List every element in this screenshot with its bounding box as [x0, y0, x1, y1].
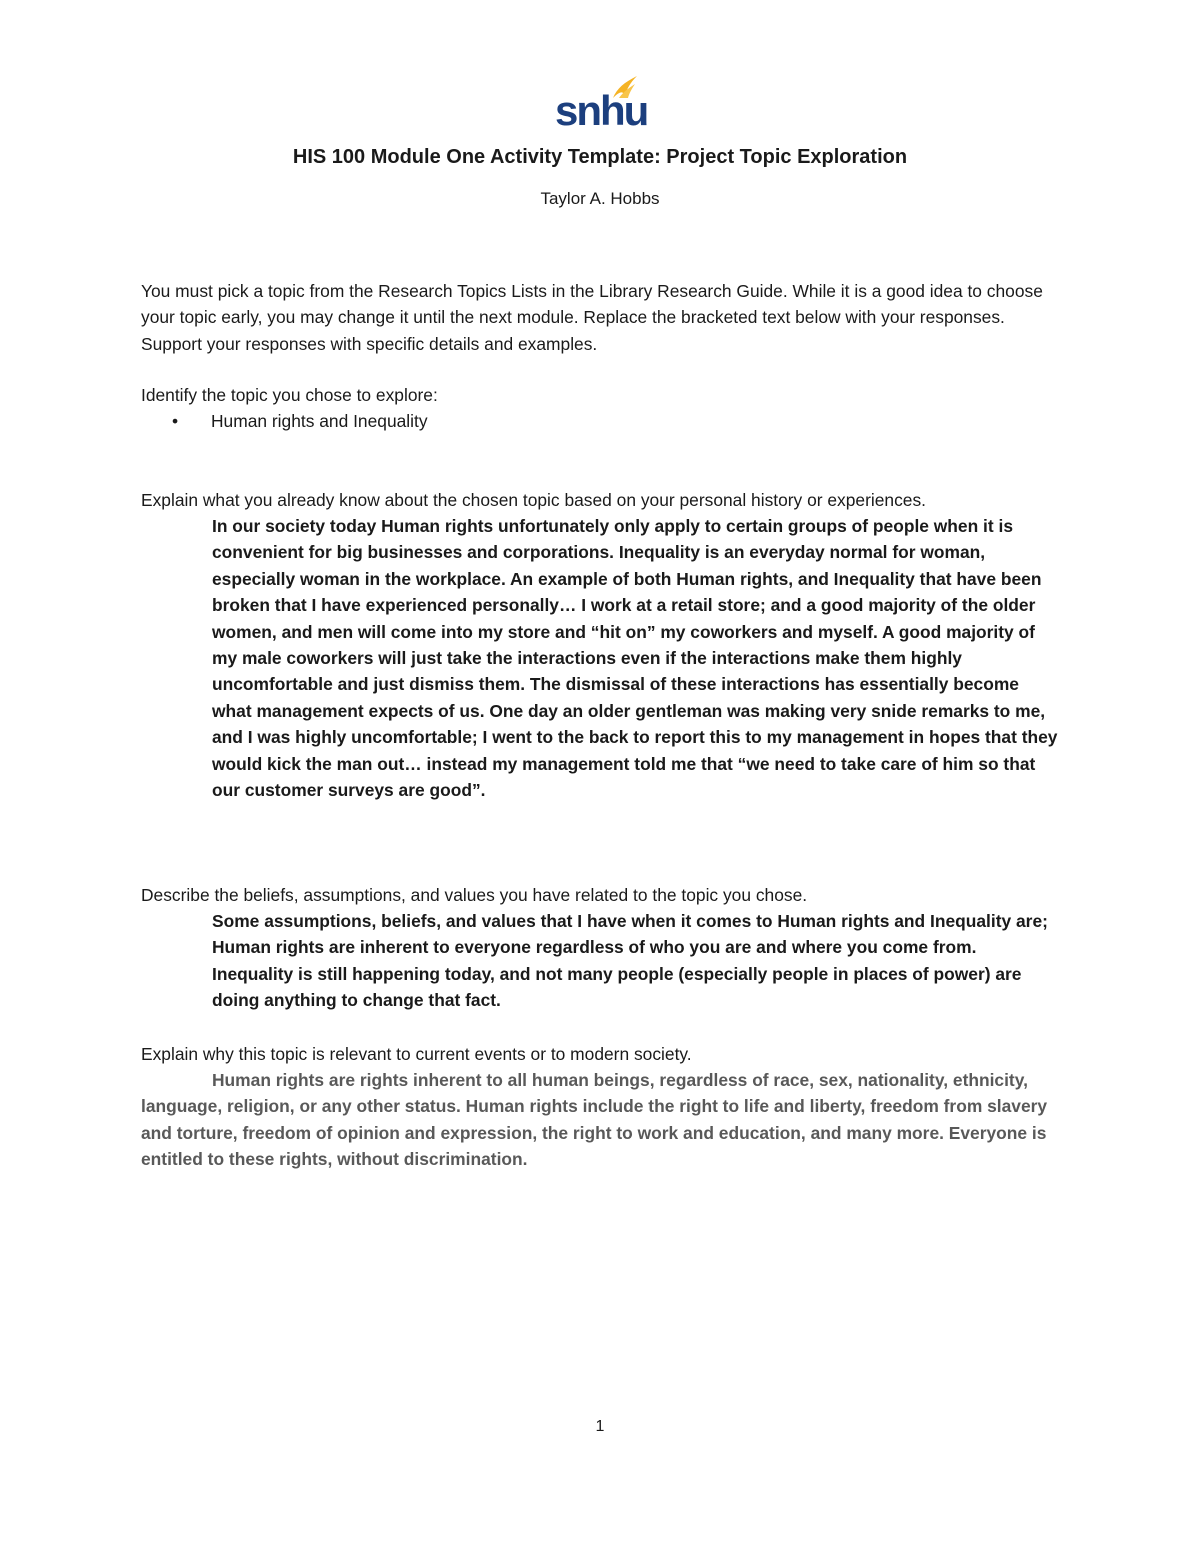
question-knowledge-prompt: Explain what you already know about the chosen topic based on your personal history or experiences.: [141, 490, 926, 510]
instructions-paragraph: You must pick a topic from the Research Topics Lists in the Library Research Guide. While it is a good idea to choose your topic early, you may change it until the next module. Replace the bracketed text below with your responses. Support your responses with specific details and examples.: [141, 281, 1043, 354]
knowledge-answer: In our society today Human rights unfortunately only apply to certain groups of people when it is convenient for big businesses and corporations. Inequality is an everyday normal for woman, especially woman in the workplace. An example of both Human rights, and Inequality that have been broken that I have experienced personally… I work at a retail store; and a good majority of the older women, and men will come into my store and “hit on” my coworkers and myself. A good majority of my male coworkers will just take the interactions even if the interactions make them highly uncomfortable and just dismiss them. The dismissal of these interactions has essentially become what management expects of us. One day an older gentleman was making very snide remarks to me, and I was highly uncomfortable; I went to the back to report this to my management in hopes that they would kick the man out… instead my management told me that “we need to take care of him so that our customer surveys are good”.: [212, 516, 1058, 801]
document-title: HIS 100 Module One Activity Template: Project Topic Exploration: [292, 146, 908, 168]
question-relevance-prompt: Explain why this topic is relevant to current events or to modern society.: [141, 1044, 692, 1064]
beliefs-answer: Some assumptions, beliefs, and values that I have when it comes to Human rights and Inequality are; Human rights are inherent to everyone regardless of who you are and where you come from. Inequality is still happening today, and not many people (especially people in places of power) are doing anything to change that fact.: [212, 911, 1048, 1011]
snhu-logo: [553, 74, 648, 134]
question-beliefs-prompt: Describe the beliefs, assumptions, and values you have related to the topic you chose.: [141, 885, 808, 905]
page-number: 1: [595, 1418, 605, 1435]
question-topic-prompt: Identify the topic you chose to explore:: [141, 385, 438, 405]
author-name: Taylor A. Hobbs: [540, 189, 660, 208]
relevance-answer: Human rights are rights inherent to all human beings, regardless of race, sex, nationality, ethnicity, language, religion, or any other status. Human rights include the right to life and liberty, freedom from slavery and torture, freedom of opinion and expression, the right to work and education, and many more. Everyone is entitled to these rights, without discrimination.: [141, 1070, 1048, 1170]
bullet-icon: •: [172, 411, 179, 431]
logo-wordmark: snhu: [555, 87, 648, 134]
topic-answer: Human rights and Inequality: [211, 411, 428, 431]
